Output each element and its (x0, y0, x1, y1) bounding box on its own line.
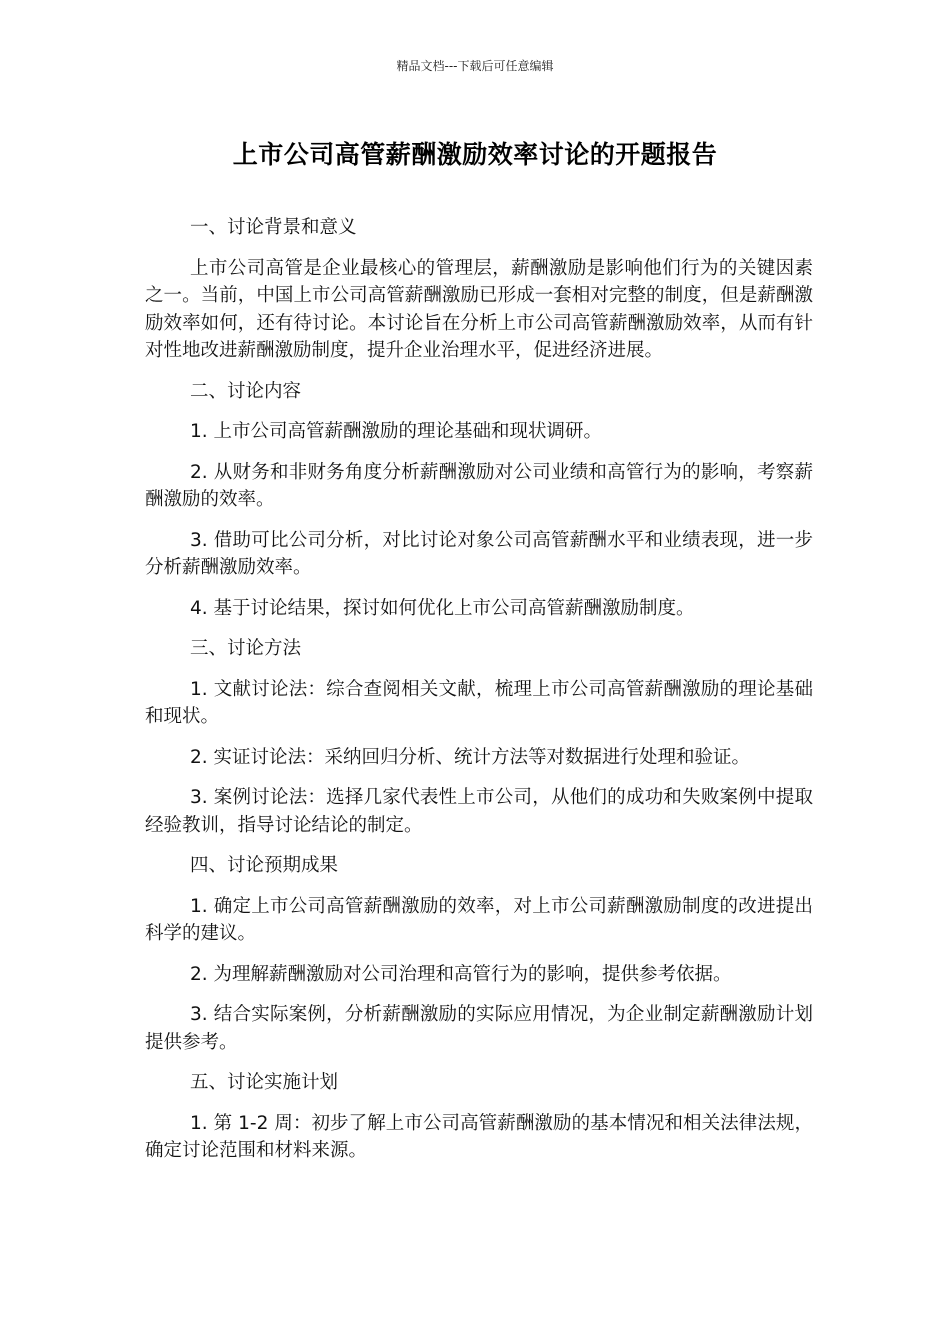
header-note: 精品文档---下载后可任意编辑 (396, 59, 554, 73)
section-heading-content: 二、讨论内容 (190, 380, 302, 402)
outcome-item-2: 2. 为理解薪酬激励对公司治理和高管行为的影响，提供参考依据。 (190, 963, 732, 985)
content-item-2: 2. 从财务和非财务角度分析薪酬激励对公司业绩和高管行为的影响，考察薪酬激励的效率。 (145, 461, 813, 510)
content-item-3: 3. 借助可比公司分析，对比讨论对象公司高管薪酬水平和业绩表现，进一步分析薪酬激励效率。 (145, 529, 813, 578)
document-title: 上市公司高管薪酬激励效率讨论的开题报告 (232, 140, 718, 169)
outcome-item-1: 1. 确定上市公司高管薪酬激励的效率，对上市公司薪酬激励制度的改进提出科学的建议。 (145, 895, 813, 944)
section-heading-plan: 五、讨论实施计划 (190, 1072, 339, 1093)
document-body (145, 214, 813, 1178)
content-item-4: 4. 基于讨论结果，探讨如何优化上市公司高管薪酬激励制度。 (190, 597, 695, 619)
method-item-3: 3. 案例讨论法：选择几家代表性上市公司，从他们的成功和失败案例中提取经验教训，指导讨论结论的制定。 (145, 787, 813, 836)
section-heading-background: 一、讨论背景和意义 (190, 217, 357, 238)
plan-item-1: 1. 第 1-2 周：初步了解上市公司高管薪酬激励的基本情况和相关法律法规，确定讨论范围和材料来源。 (145, 1112, 813, 1161)
section-heading-methods: 三、讨论方法 (190, 638, 302, 659)
method-item-1: 1. 文献讨论法：综合查阅相关文献，梳理上市公司高管薪酬激励的理论基础和现状。 (145, 678, 813, 727)
content-item-1: 1. 上市公司高管薪酬激励的理论基础和现状调研。 (190, 421, 603, 442)
outcome-item-3: 3. 结合实际案例，分析薪酬激励的实际应用情况，为企业制定薪酬激励计划提供参考。 (145, 1004, 813, 1053)
method-item-2: 2. 实证讨论法：采纳回归分析、统计方法等对数据进行处理和验证。 (190, 746, 751, 768)
paragraph-background: 上市公司高管是企业最核心的管理层，薪酬激励是影响他们行为的关键因素之一。当前，中国上市公司高管薪酬激励已形成一套相对完整的制度，但是薪酬激励效率如何，还有待讨论。本讨论旨在分析上市公司高管薪酬激励效率，从而有针对性地改进薪酬激励制度，提升企业治理水平，促进经济进展。 (145, 257, 813, 361)
section-heading-outcomes: 四、讨论预期成果 (190, 855, 339, 876)
